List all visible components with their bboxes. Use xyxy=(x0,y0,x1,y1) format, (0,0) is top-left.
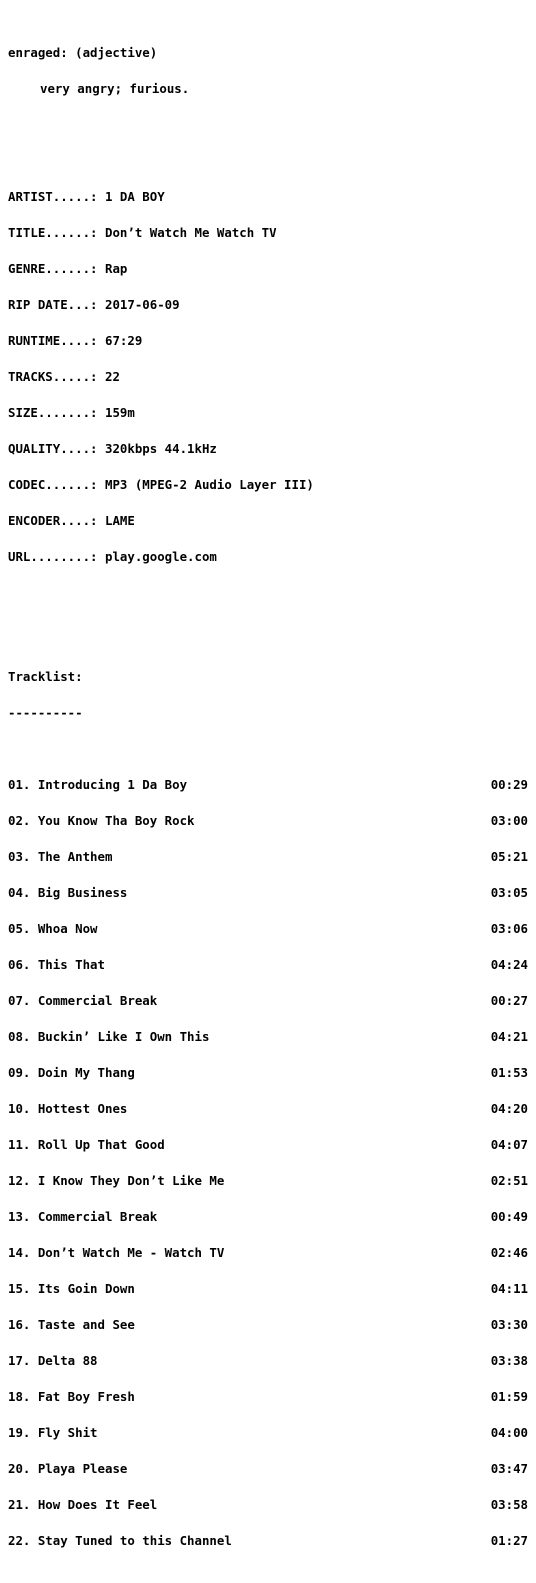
metadata-key: RIP DATE...: xyxy=(8,297,105,312)
track-label xyxy=(8,1355,98,1367)
track-number: 10. xyxy=(8,1101,38,1116)
definition-meaning: very angry; furious. xyxy=(40,81,190,96)
spacer xyxy=(8,623,528,635)
track-row xyxy=(8,1319,528,1331)
track-title: You Know Tha Boy Rock xyxy=(37,813,195,828)
tracklist-heading: Tracklist: xyxy=(8,669,83,684)
track-duration: 04:00 xyxy=(490,1425,528,1440)
metadata-key: SIZE.......: xyxy=(8,405,105,420)
track-label xyxy=(8,1535,232,1547)
track-number: 05. xyxy=(8,921,38,936)
track-number: 15. xyxy=(8,1281,38,1296)
track-title: Stay Tuned to this Channel xyxy=(37,1533,232,1548)
track-number: 13. xyxy=(8,1209,38,1224)
metadata-size xyxy=(8,407,528,419)
metadata-value: Rap xyxy=(104,261,128,276)
track-duration: 00:27 xyxy=(490,993,528,1008)
track-label xyxy=(8,779,187,791)
track-duration: 04:11 xyxy=(490,1281,528,1296)
metadata-block xyxy=(8,167,528,587)
track-number: 07. xyxy=(8,993,38,1008)
track-title: I Know They Don’t Like Me xyxy=(37,1173,225,1188)
track-number: 18. xyxy=(8,1389,38,1404)
track-duration: 05:21 xyxy=(490,849,528,864)
track-label xyxy=(8,851,112,863)
metadata-title xyxy=(8,227,528,239)
track-title: Roll Up That Good xyxy=(37,1137,165,1152)
track-duration: 04:21 xyxy=(490,1029,528,1044)
tracklist-underline: ---------- xyxy=(8,705,83,720)
metadata-encoder xyxy=(8,515,528,527)
metadata-value: MP3 (MPEG-2 Audio Layer III) xyxy=(104,477,314,492)
metadata-value: LAME xyxy=(104,513,135,528)
metadata-rip-date xyxy=(8,299,528,311)
track-duration: 04:24 xyxy=(490,957,528,972)
track-number: 08. xyxy=(8,1029,38,1044)
track-title: Commercial Break xyxy=(37,1209,158,1224)
track-title: Its Goin Down xyxy=(37,1281,135,1296)
track-title: Big Business xyxy=(37,885,128,900)
metadata-codec xyxy=(8,479,528,491)
track-title: Playa Please xyxy=(37,1461,128,1476)
track-row xyxy=(8,1247,528,1259)
track-number: 16. xyxy=(8,1317,38,1332)
nfo-document xyxy=(8,23,528,1583)
track-title: Taste and See xyxy=(37,1317,135,1332)
track-label xyxy=(8,1103,127,1115)
track-row xyxy=(8,851,528,863)
track-row xyxy=(8,923,528,935)
track-number: 04. xyxy=(8,885,38,900)
metadata-key: CODEC......: xyxy=(8,477,105,492)
track-number: 06. xyxy=(8,957,38,972)
metadata-value: 1 DA BOY xyxy=(104,189,165,204)
metadata-key: RUNTIME....: xyxy=(8,333,105,348)
track-duration: 03:58 xyxy=(490,1497,528,1512)
track-number: 21. xyxy=(8,1497,38,1512)
metadata-value: 320kbps 44.1kHz xyxy=(104,441,217,456)
track-title: The Anthem xyxy=(37,849,113,864)
track-row xyxy=(8,1535,528,1547)
metadata-value: Don’t Watch Me Watch TV xyxy=(104,225,277,240)
track-duration: 03:47 xyxy=(490,1461,528,1476)
track-label xyxy=(8,1031,209,1043)
metadata-key: ENCODER....: xyxy=(8,513,105,528)
track-label xyxy=(8,995,157,1007)
definition-term: enraged: (adjective) xyxy=(8,45,158,60)
track-number: 02. xyxy=(8,813,38,828)
track-number: 09. xyxy=(8,1065,38,1080)
track-title: Don’t Watch Me - Watch TV xyxy=(37,1245,225,1260)
track-title: Fly Shit xyxy=(37,1425,98,1440)
track-label xyxy=(8,1427,98,1439)
track-label xyxy=(8,959,105,971)
track-number: 19. xyxy=(8,1425,38,1440)
track-number: 01. xyxy=(8,777,38,792)
track-label xyxy=(8,1283,135,1295)
track-duration: 02:51 xyxy=(490,1173,528,1188)
metadata-key: ARTIST.....: xyxy=(8,189,105,204)
track-duration: 04:20 xyxy=(490,1101,528,1116)
track-duration: 01:59 xyxy=(490,1389,528,1404)
metadata-key: GENRE......: xyxy=(8,261,105,276)
track-title: How Does It Feel xyxy=(37,1497,158,1512)
track-label xyxy=(8,1211,157,1223)
track-row xyxy=(8,887,528,899)
track-row xyxy=(8,815,528,827)
metadata-genre xyxy=(8,263,528,275)
track-number: 12. xyxy=(8,1173,38,1188)
track-label xyxy=(8,1391,135,1403)
metadata-value: 22 xyxy=(104,369,120,384)
track-duration: 03:06 xyxy=(490,921,528,936)
metadata-key: QUALITY....: xyxy=(8,441,105,456)
track-label xyxy=(8,1499,157,1511)
track-number: 14. xyxy=(8,1245,38,1260)
track-number: 20. xyxy=(8,1461,38,1476)
track-duration: 00:29 xyxy=(490,777,528,792)
track-row xyxy=(8,1103,528,1115)
track-title: Buckin’ Like I Own This xyxy=(37,1029,210,1044)
track-duration: 04:07 xyxy=(490,1137,528,1152)
track-row xyxy=(8,1355,528,1367)
track-row xyxy=(8,995,528,1007)
tracklist xyxy=(8,755,528,1571)
track-row xyxy=(8,779,528,791)
track-duration: 01:53 xyxy=(490,1065,528,1080)
track-label xyxy=(8,1247,224,1259)
track-duration: 03:00 xyxy=(490,813,528,828)
track-duration: 03:30 xyxy=(490,1317,528,1332)
track-number: 11. xyxy=(8,1137,38,1152)
track-title: Commercial Break xyxy=(37,993,158,1008)
metadata-url xyxy=(8,551,528,563)
track-row xyxy=(8,959,528,971)
track-label xyxy=(8,1175,224,1187)
track-title: Fat Boy Fresh xyxy=(37,1389,135,1404)
track-number: 03. xyxy=(8,849,38,864)
metadata-tracks xyxy=(8,371,528,383)
track-label xyxy=(8,923,98,935)
track-row xyxy=(8,1067,528,1079)
track-row xyxy=(8,1031,528,1043)
track-title: Introducing 1 Da Boy xyxy=(37,777,188,792)
track-row xyxy=(8,1283,528,1295)
track-number: 17. xyxy=(8,1353,38,1368)
track-duration: 01:27 xyxy=(490,1533,528,1548)
track-title: Hottest Ones xyxy=(37,1101,128,1116)
track-label xyxy=(8,1139,165,1151)
track-duration: 03:38 xyxy=(490,1353,528,1368)
metadata-key: TITLE......: xyxy=(8,225,105,240)
track-label xyxy=(8,1067,135,1079)
track-row xyxy=(8,1427,528,1439)
track-row xyxy=(8,1391,528,1403)
track-number: 22. xyxy=(8,1533,38,1548)
metadata-value: play.google.com xyxy=(104,549,217,564)
track-row xyxy=(8,1499,528,1511)
metadata-key: TRACKS.....: xyxy=(8,369,105,384)
track-row xyxy=(8,1139,528,1151)
track-label xyxy=(8,887,127,899)
metadata-value: 159m xyxy=(104,405,135,420)
track-label xyxy=(8,1319,135,1331)
metadata-quality xyxy=(8,443,528,455)
track-duration: 02:46 xyxy=(490,1245,528,1260)
track-title: Doin My Thang xyxy=(37,1065,135,1080)
track-row xyxy=(8,1211,528,1223)
metadata-runtime xyxy=(8,335,528,347)
track-duration: 03:05 xyxy=(490,885,528,900)
spacer xyxy=(8,119,528,131)
track-label xyxy=(8,1463,127,1475)
track-title: Whoa Now xyxy=(37,921,98,936)
track-row xyxy=(8,1463,528,1475)
track-title: This That xyxy=(37,957,105,972)
metadata-value: 67:29 xyxy=(104,333,143,348)
metadata-artist xyxy=(8,191,528,203)
metadata-key: URL........: xyxy=(8,549,105,564)
track-duration: 00:49 xyxy=(490,1209,528,1224)
track-label xyxy=(8,815,195,827)
metadata-value: 2017-06-09 xyxy=(104,297,180,312)
track-title: Delta 88 xyxy=(37,1353,98,1368)
track-row xyxy=(8,1175,528,1187)
